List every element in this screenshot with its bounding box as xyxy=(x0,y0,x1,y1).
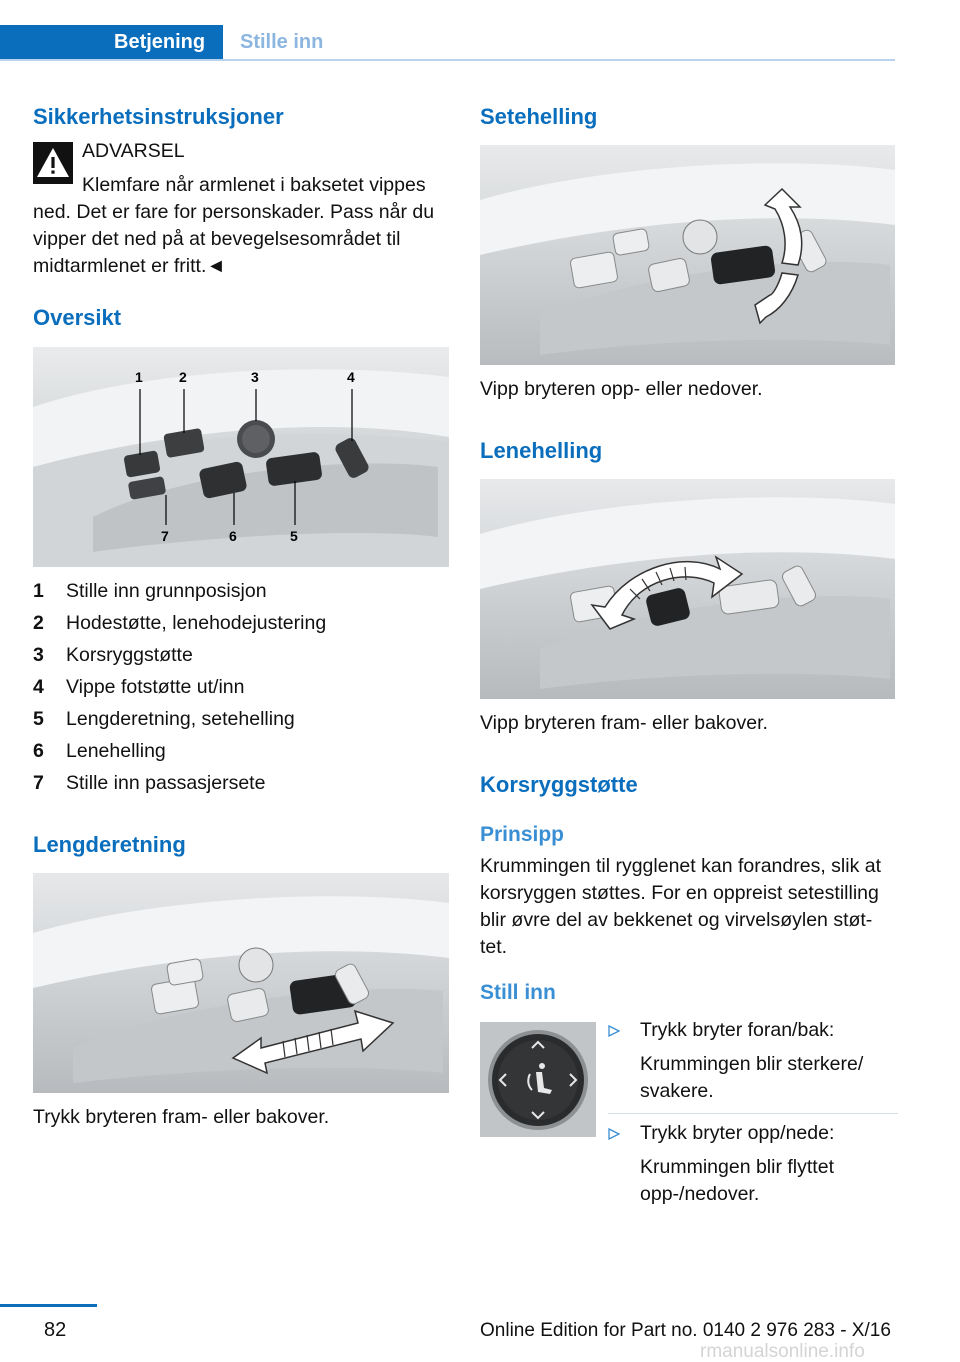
watermark: rmanualsonline.info xyxy=(700,1341,865,1362)
safety-title: Sikkerhetsinstruksjoner xyxy=(33,104,284,129)
callout-5: 5 xyxy=(290,528,298,544)
list-item: Trykk bryter foran/bak: Krummingen blir sterkere/ svakere. xyxy=(608,1017,898,1105)
bullet-triangle-icon xyxy=(608,1025,620,1037)
footer-rule xyxy=(0,1304,97,1307)
lumbar-switch-image xyxy=(480,1022,596,1137)
principle-text: Krummingen til rygglenet kan forandres, slik at korsryggen støttes. For en oppreist setestilling blir øvre del av bekkenet og virvelsøylen støt-tet. xyxy=(480,855,882,958)
warning-triangle-icon xyxy=(33,142,73,184)
korsrygg-title: Korsryggstøtte xyxy=(480,772,638,797)
overview-legend xyxy=(33,578,449,802)
overview-title: Oversikt xyxy=(33,305,122,330)
header-tabs xyxy=(0,25,895,62)
list-item: 5 Lengderetning, setehelling xyxy=(33,708,295,730)
lengderetning-title: Lengderetning xyxy=(33,832,186,857)
callout-6: 6 xyxy=(229,528,237,544)
setehelling-title: Setehelling xyxy=(480,104,598,129)
list-item: 6 Lenehelling xyxy=(33,740,166,762)
adjust-bullets xyxy=(608,1017,898,1208)
callout-4: 4 xyxy=(347,369,355,385)
tab-betjening[interactable]: Betjening xyxy=(0,25,223,61)
list-item: Trykk bryter opp/nede: Krummingen blir flyttet opp-/nedover. xyxy=(608,1120,898,1208)
setehelling-caption: Vipp bryteren opp- eller nedover. xyxy=(480,378,763,400)
header-rule xyxy=(0,59,895,61)
lenehelling-image xyxy=(480,479,895,699)
lengderetning-caption: Trykk bryteren fram- eller bakover. xyxy=(33,1106,330,1128)
lenehelling-caption: Vipp bryteren fram- eller bakover. xyxy=(480,712,768,734)
seat-controls-overview-image xyxy=(33,347,449,567)
callout-3: 3 xyxy=(251,369,259,385)
bullet-triangle-icon xyxy=(608,1128,620,1140)
callout-7: 7 xyxy=(161,528,169,544)
warning-first-line: Klemfare når armlenet i baksetet vippes xyxy=(82,174,426,196)
list-item: 1 Stille inn grunnposisjon xyxy=(33,580,267,602)
callout-2: 2 xyxy=(179,369,187,385)
list-item: 3 Korsryggstøtte xyxy=(33,644,193,666)
list-item: 7 Stille inn passasjersete xyxy=(33,772,266,794)
setehelling-image xyxy=(480,145,895,365)
edition-text: Online Edition for Part no. 0140 2 976 283 - X/16 xyxy=(480,1320,891,1341)
list-item: 2 Hodestøtte, lenehodejustering xyxy=(33,612,327,634)
lenehelling-title: Lenehelling xyxy=(480,438,603,463)
callout-1: 1 xyxy=(135,369,143,385)
warning-text: ned. Det er fare for personskader. Pass når du vipper det ned på at bevegelsesområdet til midtarmlenet er fritt.◄ xyxy=(33,201,435,277)
page-number: 82 xyxy=(44,1319,67,1341)
bullet-divider xyxy=(608,1113,898,1114)
warning-label: ADVARSEL xyxy=(82,140,185,162)
principle-title: Prinsipp xyxy=(480,823,565,846)
adjust-title: Still inn xyxy=(480,981,556,1004)
lengderetning-image xyxy=(33,873,449,1093)
list-item: 4 Vippe fotstøtte ut/inn xyxy=(33,676,245,698)
tab-stille-inn[interactable]: Stille inn xyxy=(240,31,324,53)
